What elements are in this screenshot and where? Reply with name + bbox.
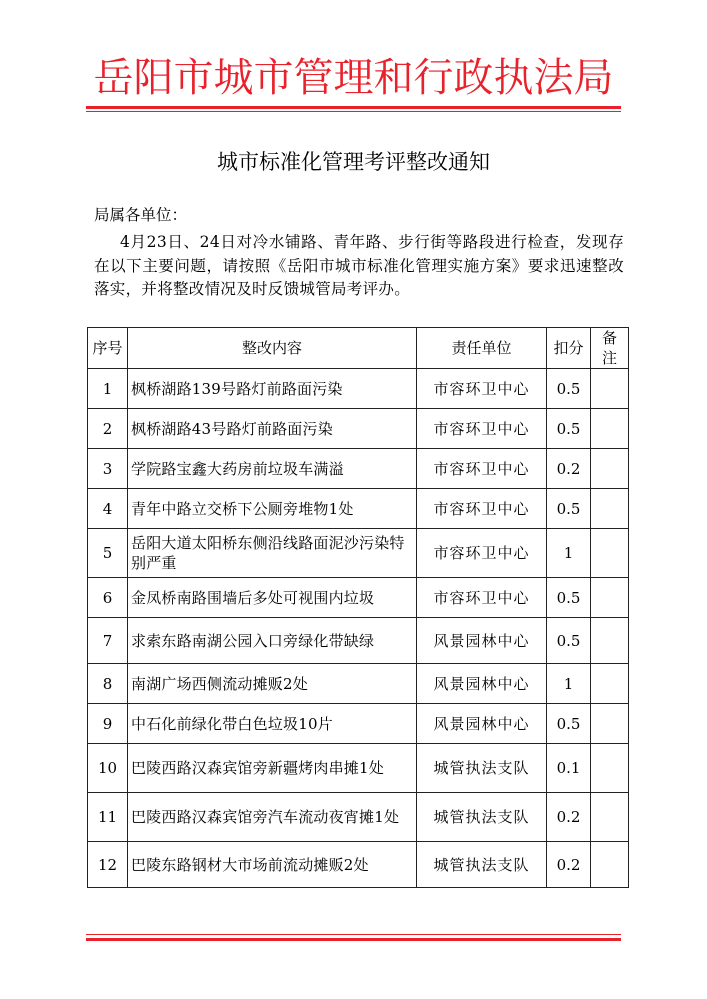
row-content: 巴陵西路汉森宾馆旁新疆烤肉串摊1处 xyxy=(128,744,417,793)
table-row xyxy=(88,842,629,888)
row-no: 1 xyxy=(88,369,128,409)
row-deduction: 0.5 xyxy=(547,704,591,744)
footer-rule-thin xyxy=(86,934,621,935)
row-content: 学院路宝鑫大药房前垃圾车满溢 xyxy=(128,449,417,489)
table-row xyxy=(88,369,629,409)
row-content: 枫桥湖路43号路灯前路面污染 xyxy=(128,409,417,449)
row-unit: 城管执法支队 xyxy=(417,842,547,888)
row-no: 5 xyxy=(88,529,128,578)
table-header-row xyxy=(88,328,629,369)
row-unit: 市容环卫中心 xyxy=(417,449,547,489)
row-no: 7 xyxy=(88,618,128,664)
row-no: 2 xyxy=(88,409,128,449)
row-deduction: 0.5 xyxy=(547,369,591,409)
row-unit: 市容环卫中心 xyxy=(417,529,547,578)
row-unit: 风景园林中心 xyxy=(417,664,547,704)
header-content: 整改内容 xyxy=(128,328,417,369)
row-unit: 城管执法支队 xyxy=(417,744,547,793)
row-unit: 风景园林中心 xyxy=(417,704,547,744)
row-no: 8 xyxy=(88,664,128,704)
document-title: 城市标准化管理考评整改通知 xyxy=(217,150,490,174)
row-deduction: 1 xyxy=(547,529,591,578)
row-deduction: 0.1 xyxy=(547,744,591,793)
row-content: 岳阳大道太阳桥东侧沿线路面泥沙污染特别严重 xyxy=(128,529,417,578)
table-row xyxy=(88,578,629,618)
row-deduction: 0.2 xyxy=(547,449,591,489)
row-remark xyxy=(591,618,629,664)
footer-rule-thick xyxy=(86,938,621,941)
row-remark xyxy=(591,578,629,618)
row-no: 11 xyxy=(88,793,128,842)
row-content: 中石化前绿化带白色垃圾10片 xyxy=(128,704,417,744)
row-content: 南湖广场西侧流动摊贩2处 xyxy=(128,664,417,704)
row-no: 10 xyxy=(88,744,128,793)
row-remark xyxy=(591,704,629,744)
row-remark xyxy=(591,449,629,489)
row-deduction: 0.5 xyxy=(547,618,591,664)
recipient-line: 局属各单位： xyxy=(94,206,188,224)
row-content: 青年中路立交桥下公厕旁堆物1处 xyxy=(128,489,417,529)
header-deduction: 扣分 xyxy=(547,328,591,369)
row-deduction: 1 xyxy=(547,664,591,704)
row-remark xyxy=(591,793,629,842)
header-unit: 责任单位 xyxy=(417,328,547,369)
row-no: 9 xyxy=(88,704,128,744)
row-unit: 风景园林中心 xyxy=(417,618,547,664)
row-content: 枫桥湖路139号路灯前路面污染 xyxy=(128,369,417,409)
row-content: 巴陵西路汉森宾馆旁汽车流动夜宵摊1处 xyxy=(128,793,417,842)
table-row xyxy=(88,489,629,529)
row-deduction: 0.5 xyxy=(547,409,591,449)
row-remark xyxy=(591,489,629,529)
row-unit: 市容环卫中心 xyxy=(417,489,547,529)
table-row xyxy=(88,793,629,842)
row-unit: 市容环卫中心 xyxy=(417,409,547,449)
row-content: 求索东路南湖公园入口旁绿化带缺绿 xyxy=(128,618,417,664)
table-row xyxy=(88,409,629,449)
table-row xyxy=(88,664,629,704)
row-remark xyxy=(591,842,629,888)
table-row xyxy=(88,744,629,793)
rectification-table xyxy=(87,327,629,888)
table-row xyxy=(88,449,629,489)
row-no: 4 xyxy=(88,489,128,529)
row-unit: 城管执法支队 xyxy=(417,793,547,842)
row-deduction: 0.5 xyxy=(547,489,591,529)
letterhead-title: 岳阳市城市管理和行政执法局 xyxy=(93,55,614,101)
row-deduction: 0.5 xyxy=(547,578,591,618)
row-remark xyxy=(591,664,629,704)
row-remark xyxy=(591,744,629,793)
letterhead-rule-thick xyxy=(86,106,621,109)
row-no: 12 xyxy=(88,842,128,888)
row-no: 3 xyxy=(88,449,128,489)
row-deduction: 0.2 xyxy=(547,793,591,842)
row-unit: 市容环卫中心 xyxy=(417,578,547,618)
row-unit: 市容环卫中心 xyxy=(417,369,547,409)
table-row xyxy=(88,529,629,578)
row-content: 巴陵东路钢材大市场前流动摊贩2处 xyxy=(128,842,417,888)
table-body xyxy=(88,369,629,888)
letterhead-rule-thin xyxy=(86,111,621,112)
row-remark xyxy=(591,369,629,409)
header-remark: 备注 xyxy=(591,328,629,369)
header-no: 序号 xyxy=(88,328,128,369)
row-remark xyxy=(591,529,629,578)
table-row xyxy=(88,704,629,744)
row-no: 6 xyxy=(88,578,128,618)
row-remark xyxy=(591,409,629,449)
row-deduction: 0.2 xyxy=(547,842,591,888)
notice-body: 4月23日、24日对冷水铺路、青年路、步行街等路段进行检查，发现存在以下主要问题，请按照《岳阳市城市标准化管理实施方案》要求迅速整改落实，并将整改情况及时反馈城管局考评办。 xyxy=(94,233,624,298)
row-content: 金凤桥南路围墙后多处可视围内垃圾 xyxy=(128,578,417,618)
table-row xyxy=(88,618,629,664)
